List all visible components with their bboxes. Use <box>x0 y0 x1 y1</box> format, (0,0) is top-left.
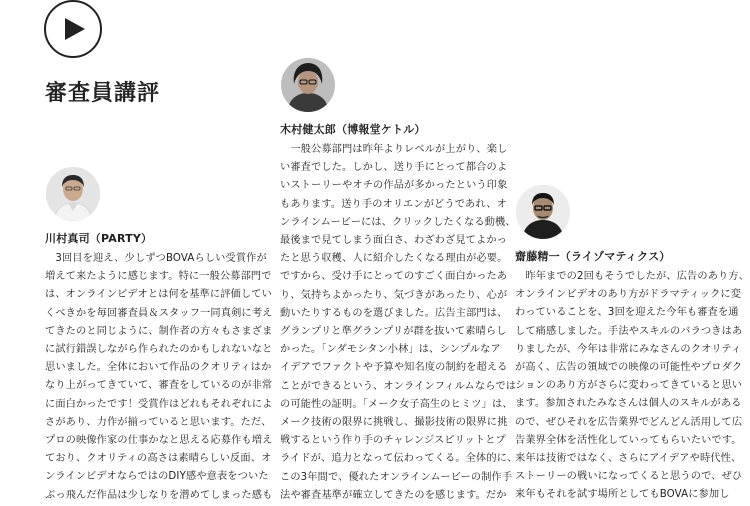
comment-line: の可能性の証明。「メーク女子高生のヒミツ」は、 <box>280 398 513 410</box>
judge-2-avatar <box>281 58 335 112</box>
comment-line: グランプリと準グランプリが群を抜いて素晴らし <box>280 326 507 338</box>
comment-line: ぶっ飛んだ作品は少しなりを潜めてしまった感も <box>45 489 273 501</box>
comment-line: ストーリーの戦いになってくると思うので、ぜひ <box>515 471 743 483</box>
comment-line: くべきかを毎回審査員＆スタッフ一同真剣に考え <box>45 307 273 319</box>
comment-line: もあります。送り手のオリエンがどうであれ、オ <box>280 198 508 210</box>
comment-line: ションのあり方がさらに変わってきていると思い <box>515 380 743 392</box>
comment-line: メーク技術の限界に挑戦し、撮影技術の限界に挑 <box>280 417 508 429</box>
comment-line: たと思う収穫、人に紹介したくなる理由が必要。 <box>280 253 508 265</box>
judge-1-name: 川村真司（PARTY） <box>45 232 153 245</box>
comment-line: 一般公募部門は昨年よりレベルが上がり、楽し <box>280 144 508 155</box>
comment-line: が高く、広告の領域での映像の可能性やプロダク <box>515 362 743 374</box>
comment-line: なり上がってきていて、審査をしているのが非常 <box>45 380 273 392</box>
comment-line: ます。参加されたみなさんは個人のスキルがある <box>515 398 742 410</box>
comment-line: この3年間で、優れたオンラインムービーの制作手 <box>280 471 513 483</box>
judge-1-comment <box>45 250 273 505</box>
judge-column-2 <box>280 58 518 505</box>
judge-2-comment <box>280 141 518 505</box>
comment-line: に面白かったです！受賞作はどれもそれぞれによ <box>45 398 273 410</box>
comment-line: かった。「ンダモシタン小林」は、シンプルなア <box>280 344 501 356</box>
comment-line: イデアでファクトや予算や知名度の制約を超える <box>280 362 508 374</box>
comment-line: オンラインビデオのあり方がドラマティックに変 <box>515 289 742 301</box>
section-title: 審査員講評 <box>45 81 161 106</box>
comment-line: てきたのと同じように、制作者の方々もさまざま <box>45 325 273 337</box>
comment-line: 昨年までの2回もそうでしたが、広告のあり方、 <box>515 271 750 282</box>
comment-line: 動いたりするものを選びました。広告主部門は、 <box>280 307 508 319</box>
judge-column-1 <box>45 167 273 505</box>
comment-line: 法や審査基準が確立してきたのを感じます。だか <box>280 489 507 501</box>
comment-line: さがあり、力作が揃っていると思います。ただ、 <box>45 416 272 428</box>
judge-column-3 <box>515 185 750 505</box>
comment-line: り、気持ちよかったり、気づきがあったり、心が <box>280 289 508 301</box>
comment-line: ンラインビデオならではのDIY感や意表をついた <box>45 471 269 483</box>
play-icon <box>65 18 85 40</box>
comment-line: いストーリーやオチの作品が多かったという印象 <box>280 180 508 192</box>
comment-line: わっていることを、3回を迎えた今年も審査を通 <box>515 307 739 319</box>
comment-line: 増えて来たように感じます。特に一般公募部門で <box>45 271 272 283</box>
comment-line: 来年もそれを試す場所としてもBOVAに参加し <box>515 489 730 501</box>
comment-line: プロの映像作家の仕事かなと思える応募作も増え <box>45 435 273 447</box>
comment-line: 戦するという作り手のチャレンジスピリットとプ <box>280 435 506 447</box>
judge-3-comment <box>515 268 750 505</box>
play-button[interactable] <box>44 0 102 58</box>
comment-line: は、オンラインビデオとは何を基準に評価してい <box>45 289 272 301</box>
comment-line: ので、ぜひそれを広告業界でどんどん活用して広 <box>515 416 743 428</box>
comment-line: い審査でした。しかし、送り手にとって都合のよ <box>280 162 508 174</box>
comment-line: 3回目を迎え、少しずつBOVAらしい受賞作が <box>45 253 267 264</box>
comment-line: りましたが、今年は非常にみなさんのクオリティ <box>515 343 742 355</box>
comment-line: ことができるという、オンラインフィルムならでは <box>280 380 517 392</box>
comment-line: 最後まで見てしまう面白さ、わざわざ見てよかっ <box>280 235 508 247</box>
comment-line: 来年は技術ではなく、さらにアイデアや時代性、 <box>515 453 742 465</box>
comment-line: ライドが、追力となって伝わってくる。全体的に、 <box>280 453 518 465</box>
comment-line: ており、クオリティの高さは素晴らしい反面、オ <box>45 453 272 465</box>
judge-2-name: 木村健太郎（博報堂ケトル） <box>280 123 426 136</box>
judge-3-avatar <box>516 185 570 239</box>
comment-line: ンラインムービーには、クリックしたくなる動機、 <box>280 216 516 228</box>
comment-line: 思いました。全体において作品のクオリティはか <box>45 362 272 374</box>
comment-line: に試行錯誤しながら作られたのかもしれないなと <box>45 344 273 356</box>
comment-line: ですから、受け手にとってのすごく面白かったあ <box>280 271 508 283</box>
judge-1-avatar <box>46 167 100 221</box>
judge-3-name: 齋藤精一（ライゾマティクス） <box>515 250 671 263</box>
comment-line: 告業界全体を活性化していってもらいたいです。 <box>515 434 742 446</box>
comment-line: して痛感しました。手法やスキルのバラつきはあ <box>515 325 743 337</box>
